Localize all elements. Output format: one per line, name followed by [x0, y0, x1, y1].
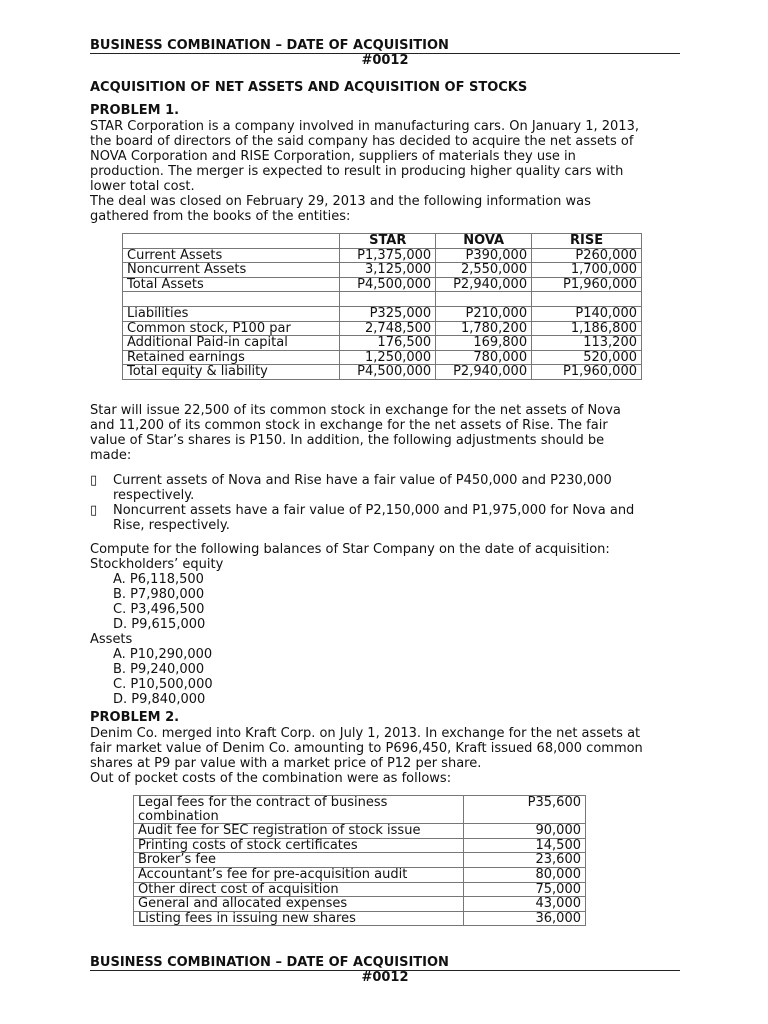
footer-document-number: #0012 [361, 970, 409, 985]
table-cell-value: P2,940,000 [436, 365, 532, 380]
text-line: Out of pocket costs of the combination were as follows: [90, 771, 452, 786]
table-row [123, 321, 642, 336]
text-line: Star will issue 22,500 of its common stock in exchange for the net assets of Nova [90, 403, 621, 418]
table-cell-label: Additional Paid-in capital [123, 336, 340, 351]
column-header: RISE [532, 234, 642, 249]
text-line: gathered from the books of the entities: [90, 209, 351, 224]
answer-option: B. P9,240,000 [113, 662, 205, 677]
table-cell-value [340, 292, 436, 307]
balance-sheet-table [122, 233, 642, 380]
list-item [90, 473, 690, 503]
document-number: #0012 [361, 53, 409, 68]
table-cell-value: 520,000 [532, 350, 642, 365]
table-cell-value: P4,500,000 [340, 277, 436, 292]
cost-item: Audit fee for SEC registration of stock issue [134, 824, 464, 839]
table-cell-value: P260,000 [532, 248, 642, 263]
answer-option: C. P3,496,500 [113, 602, 205, 617]
bullet-icon: ▯ [90, 473, 98, 488]
table-cell-value: 176,500 [340, 336, 436, 351]
text-line: Rise, respectively. [113, 518, 230, 533]
cost-item: Printing costs of stock certificates [134, 838, 464, 853]
table-cell-value: P2,940,000 [436, 277, 532, 292]
text-line: the board of directors of the said company has decided to acquire the net assets of [90, 134, 634, 149]
text-line: The deal was closed on February 29, 2013 and the following information was [90, 194, 591, 209]
table-cell-value: P4,500,000 [340, 365, 436, 380]
table-cell-label: Noncurrent Assets [123, 263, 340, 278]
cost-item: General and allocated expenses [134, 897, 464, 912]
table-row [123, 263, 642, 278]
cost-amount: 36,000 [464, 911, 586, 926]
cost-item: Listing fees in issuing new shares [134, 911, 464, 926]
table-cell-value: P1,375,000 [340, 248, 436, 263]
compute-instruction: Compute for the following balances of Star Company on the date of acquisition: [90, 542, 610, 557]
table-row [134, 838, 586, 853]
cost-amount: 43,000 [464, 897, 586, 912]
problem2-text [90, 726, 690, 786]
cost-item: Legal fees for the contract of business combination [134, 796, 464, 824]
table-cell-label: Liabilities [123, 306, 340, 321]
table-cell-value: 169,800 [436, 336, 532, 351]
cost-amount: 80,000 [464, 867, 586, 882]
table-row [134, 867, 586, 882]
column-header [123, 234, 340, 249]
cost-item: Accountant’s fee for pre-acquisition audit [134, 867, 464, 882]
list-item [90, 503, 690, 533]
text-line: made: [90, 448, 132, 463]
table-cell-value [532, 292, 642, 307]
cost-item: Broker’s fee [134, 853, 464, 868]
problem1-heading: PROBLEM 1. [90, 103, 180, 118]
answer-option: D. P9,840,000 [113, 692, 206, 707]
table-cell-value: P1,960,000 [532, 277, 642, 292]
table-cell-value: 1,250,000 [340, 350, 436, 365]
table-cell-label: Common stock, P100 par [123, 321, 340, 336]
answer-option: A. P6,118,500 [113, 572, 204, 587]
table-cell-value: 1,780,200 [436, 321, 532, 336]
text-line: Noncurrent assets have a fair value of P2,150,000 and P1,975,000 for Nova and [113, 503, 635, 518]
text-line: shares at P9 par value with a market price of P12 per share. [90, 756, 482, 771]
table-row [134, 911, 586, 926]
table-header-row [123, 234, 642, 249]
text-line: production. The merger is expected to result in producing higher quality cars with [90, 164, 624, 179]
question-label: Assets [90, 632, 133, 647]
text-line: and 11,200 of its common stock in exchange for the net assets of Rise. The fair [90, 418, 608, 433]
table-row [123, 306, 642, 321]
section-title: ACQUISITION OF NET ASSETS AND ACQUISITION OF STOCKS [90, 80, 528, 95]
cost-amount: 75,000 [464, 882, 586, 897]
table-cell-value: 780,000 [436, 350, 532, 365]
cost-amount: 14,500 [464, 838, 586, 853]
table-cell-value: 2,748,500 [340, 321, 436, 336]
text-line: value of Star’s shares is P150. In addition, the following adjustments should be [90, 433, 605, 448]
answer-option: A. P10,290,000 [113, 647, 213, 662]
text-line: NOVA Corporation and RISE Corporation, suppliers of materials they use in [90, 149, 576, 164]
text-line: STAR Corporation is a company involved in manufacturing cars. On January 1, 2013, [90, 119, 639, 134]
table-cell-label [123, 292, 340, 307]
table-cell-value: 1,700,000 [532, 263, 642, 278]
table-cell-value: P390,000 [436, 248, 532, 263]
questions [90, 542, 690, 707]
text-line: Current assets of Nova and Rise have a fair value of P450,000 and P230,000 [113, 473, 612, 488]
text-line: fair market value of Denim Co. amounting to P696,450, Kraft issued 68,000 common [90, 741, 643, 756]
cost-item: Other direct cost of acquisition [134, 882, 464, 897]
table-row [134, 897, 586, 912]
cost-amount: 23,600 [464, 853, 586, 868]
text-line: Denim Co. merged into Kraft Corp. on July 1, 2013. In exchange for the net assets at [90, 726, 641, 741]
text-line: lower total cost. [90, 179, 195, 194]
table-cell-label: Total Assets [123, 277, 340, 292]
table-row [123, 365, 642, 380]
table-row [123, 277, 642, 292]
table-row [123, 292, 642, 307]
problem2-heading: PROBLEM 2. [90, 710, 180, 725]
table-cell-label: Current Assets [123, 248, 340, 263]
column-header: STAR [340, 234, 436, 249]
page-footer-header: BUSINESS COMBINATION – DATE OF ACQUISITION [90, 955, 680, 971]
table-cell-value: 3,125,000 [340, 263, 436, 278]
adjustments-list [90, 473, 690, 533]
table-row [123, 248, 642, 263]
table-cell-value: P325,000 [340, 306, 436, 321]
table-row [123, 336, 642, 351]
table-row [134, 796, 586, 824]
table-cell-value: 2,550,000 [436, 263, 532, 278]
table-cell-value: P1,960,000 [532, 365, 642, 380]
table-cell-value: P140,000 [532, 306, 642, 321]
out-of-pocket-costs-table [133, 795, 586, 926]
table-row [134, 824, 586, 839]
problem1-exchange-text [90, 403, 690, 463]
table-cell-label: Retained earnings [123, 350, 340, 365]
bullet-icon: ▯ [90, 503, 98, 518]
table-cell-value [436, 292, 532, 307]
page-header: BUSINESS COMBINATION – DATE OF ACQUISITION [90, 38, 680, 54]
answer-option: B. P7,980,000 [113, 587, 205, 602]
cost-amount: P35,600 [464, 796, 586, 824]
table-cell-label: Total equity & liability [123, 365, 340, 380]
table-cell-value: P210,000 [436, 306, 532, 321]
table-row [134, 882, 586, 897]
column-header: NOVA [436, 234, 532, 249]
table-row [134, 853, 586, 868]
answer-option: D. P9,615,000 [113, 617, 206, 632]
table-row [123, 350, 642, 365]
table-cell-value: 113,200 [532, 336, 642, 351]
answer-option: C. P10,500,000 [113, 677, 213, 692]
table-cell-value: 1,186,800 [532, 321, 642, 336]
question-label: Stockholders’ equity [90, 557, 224, 572]
cost-amount: 90,000 [464, 824, 586, 839]
problem1-text [90, 119, 690, 224]
text-line: respectively. [113, 488, 195, 503]
